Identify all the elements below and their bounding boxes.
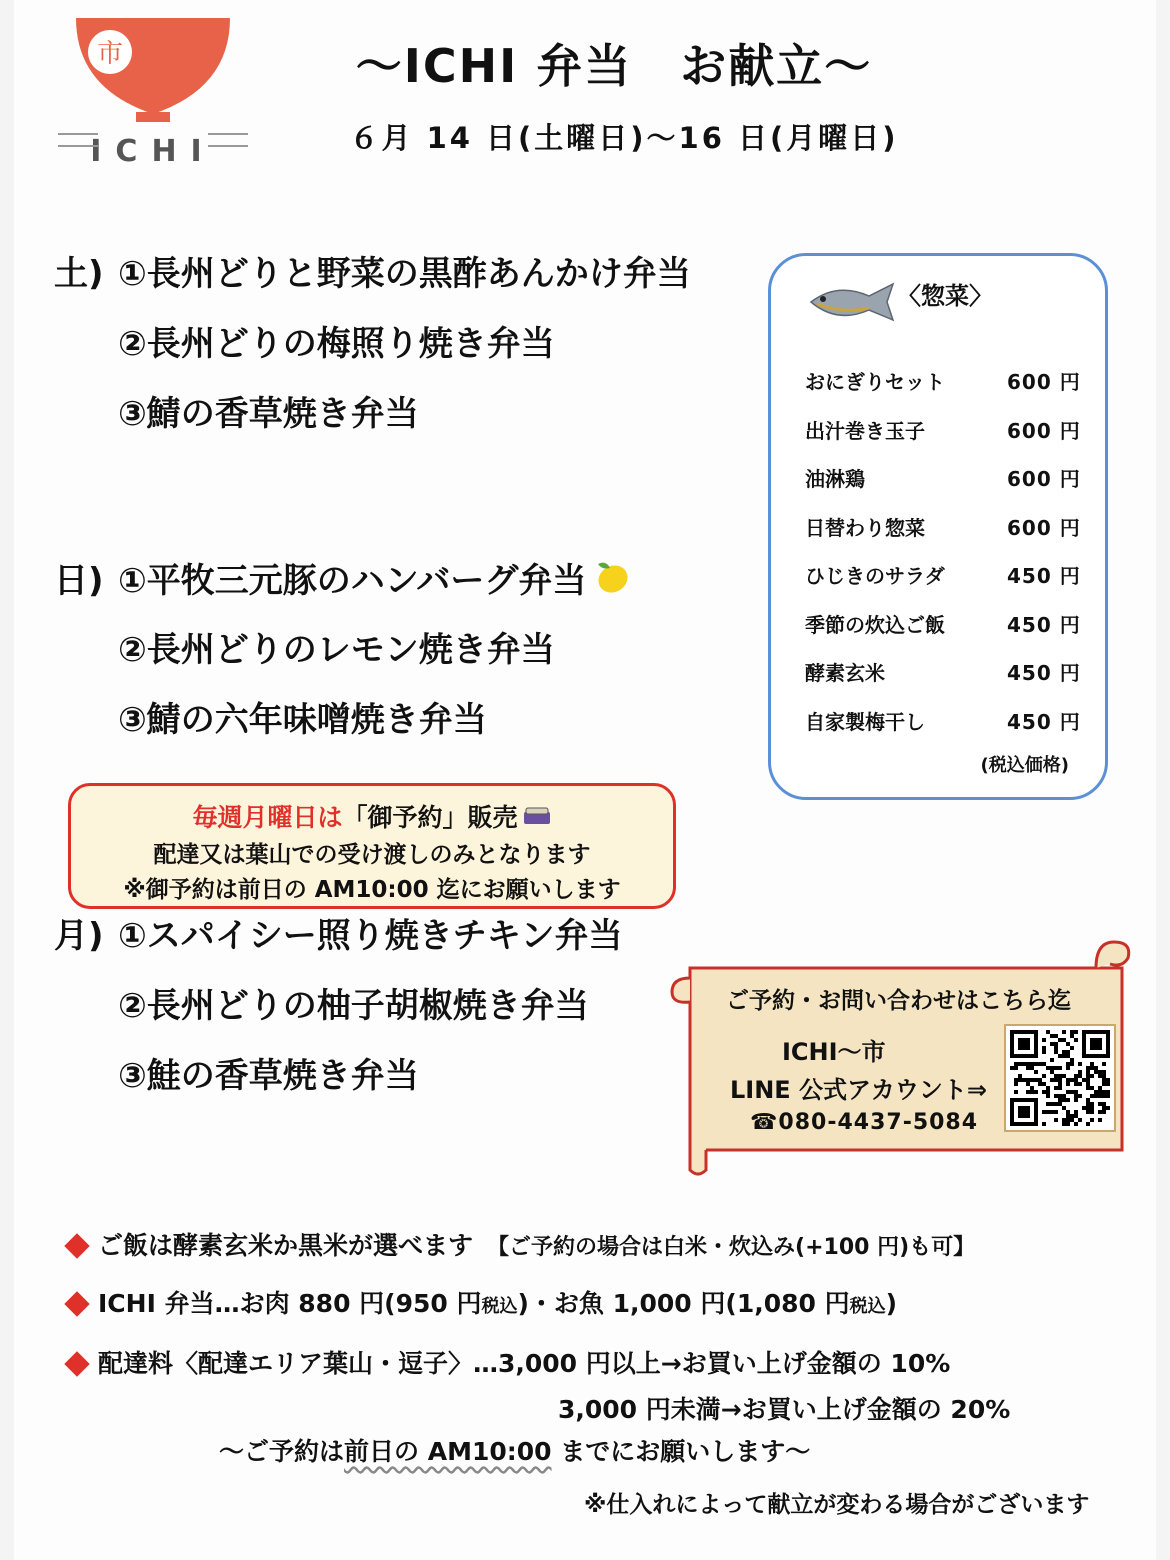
logo-text: ICHI xyxy=(90,134,216,169)
menu-item: ①平牧三元豚のハンバーグ弁当 xyxy=(118,561,587,601)
list-item xyxy=(805,463,1085,512)
list-item xyxy=(805,657,1085,706)
reserve-deadline: 前日の AM10:00 xyxy=(344,1437,552,1466)
menu-item: ③鮭の香草焼き弁当 xyxy=(118,1056,419,1096)
day-prefix: 日) xyxy=(54,561,104,601)
price-text: ) xyxy=(885,1289,898,1318)
logo-kanji: 市 xyxy=(96,39,124,69)
menu-item: ①スパイシー照り焼きチキン弁当 xyxy=(118,916,623,956)
menu-item: ②長州どりのレモン焼き弁当 xyxy=(118,630,555,670)
menu-item: ③鯖の六年味噌焼き弁当 xyxy=(118,700,487,740)
list-item xyxy=(805,366,1085,415)
item-name: 出汁巻き玉子 xyxy=(805,418,925,443)
qr-code[interactable] xyxy=(1004,1024,1116,1132)
price-text: ICHI 弁当…お肉 880 円(950 円 xyxy=(98,1289,482,1318)
tax-label: 税込 xyxy=(849,1296,886,1317)
bento-box-icon xyxy=(522,805,552,834)
price-text: )・お魚 1,000 円(1,080 円 xyxy=(517,1289,850,1318)
notice-line: 配達又は葉山での受け渡しのみとなります xyxy=(153,842,591,868)
note-rice-sub: 【ご予約の場合は白米・炊込み(+100 円)も可】 xyxy=(487,1235,976,1260)
item-price: 600 円 xyxy=(1007,515,1081,540)
lemon-icon xyxy=(592,556,632,609)
souzai-list xyxy=(805,366,1085,754)
diamond-bullet-icon xyxy=(64,1233,89,1258)
souzai-title: 〈惣菜〉 xyxy=(897,282,993,310)
item-name: 油淋鶏 xyxy=(805,467,865,491)
diamond-bullet-icon xyxy=(64,1351,89,1376)
sunday-menu xyxy=(54,556,632,766)
qr-code-icon xyxy=(1006,1026,1114,1130)
item-price: 450 円 xyxy=(1007,612,1081,637)
tax-label: 税込 xyxy=(481,1296,518,1317)
item-name: ひじきのサラダ xyxy=(805,564,945,588)
menu-item: ①長州どりと野菜の黒酢あんかけ弁当 xyxy=(118,254,691,294)
delivery-under: 3,000 円未満→お買い上げ金額の 20% xyxy=(558,1395,1011,1424)
note-rice-text: ご飯は酵素玄米か黒米が選べます xyxy=(98,1231,474,1260)
list-item xyxy=(805,560,1085,609)
contact-name: ICHI～市 xyxy=(782,1038,886,1066)
page-title: ～ICHI 弁当 お献立～ xyxy=(355,39,873,93)
phone-number: ☎080-4437-5084 xyxy=(750,1110,979,1135)
souzai-box xyxy=(768,253,1108,800)
footer-note: ※仕入れによって献立が変わる場合がございます xyxy=(584,1492,1090,1518)
list-item xyxy=(805,609,1085,658)
date-range: ６月 14 日(土曜日)～16 日(月曜日) xyxy=(349,121,899,155)
note-price xyxy=(62,1284,897,1320)
item-name: 季節の炊込ご飯 xyxy=(805,612,945,637)
notice-heading: 「御予約」販売 xyxy=(342,803,518,832)
reserve-text: ～ご予約は xyxy=(219,1437,345,1466)
list-item xyxy=(805,706,1085,755)
reservation-note xyxy=(219,1432,810,1468)
item-name: 自家製梅干し xyxy=(805,709,925,734)
day-prefix: 土) xyxy=(54,254,104,294)
delivery-text: 配達料〈配達エリア葉山・逗子〉…3,000 円以上→お買い上げ金額の 10% xyxy=(98,1349,951,1378)
contact-heading: ご予約・お問い合わせはこちら迄 xyxy=(726,988,1071,1014)
note-delivery xyxy=(62,1344,950,1380)
fish-icon xyxy=(807,280,897,330)
notice-line: ※御予約は前日の AM10:00 迄にお願いします xyxy=(123,877,621,903)
bowl-logo-icon xyxy=(58,18,248,138)
menu-item: ③鯖の香草焼き弁当 xyxy=(118,394,419,434)
list-item xyxy=(805,415,1085,464)
item-name: 日替わり惣菜 xyxy=(805,515,925,540)
reserve-text: までにお願いします～ xyxy=(551,1437,811,1466)
item-price: 600 円 xyxy=(1007,467,1081,491)
day-prefix: 月) xyxy=(54,916,104,956)
tax-note: (税込価格) xyxy=(980,755,1069,776)
notice-highlight: 毎週月曜日は xyxy=(192,803,343,832)
item-name: おにぎりセット xyxy=(805,370,945,394)
logo-lines-icon xyxy=(58,130,248,150)
ichi-logo xyxy=(58,18,248,168)
item-price: 450 円 xyxy=(1007,661,1081,685)
item-price: 450 円 xyxy=(1007,564,1081,588)
menu-item: ②長州どりの梅照り焼き弁当 xyxy=(118,324,555,364)
monday-menu xyxy=(54,912,622,1122)
item-price: 450 円 xyxy=(1007,709,1081,734)
item-price: 600 円 xyxy=(1007,418,1081,443)
monday-notice xyxy=(68,783,676,909)
note-rice xyxy=(62,1226,975,1262)
item-name: 酵素玄米 xyxy=(805,661,885,685)
diamond-bullet-icon xyxy=(64,1291,89,1316)
item-price: 600 円 xyxy=(1007,370,1081,394)
line-account-label: LINE 公式アカウント⇒ xyxy=(730,1076,987,1104)
saturday-menu xyxy=(54,250,691,460)
menu-item: ②長州どりの柚子胡椒焼き弁当 xyxy=(118,986,589,1026)
list-item xyxy=(805,512,1085,561)
